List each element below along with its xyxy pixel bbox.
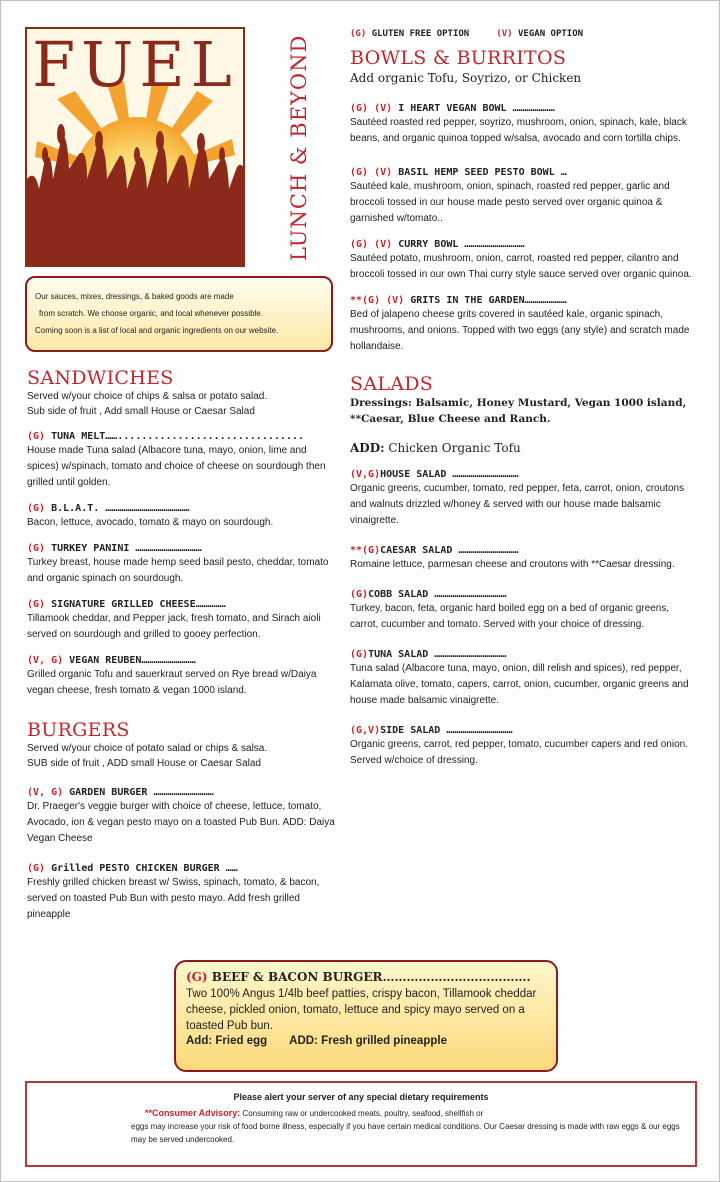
feature-add: ADD: Fresh grilled pineapple [289, 1035, 447, 1047]
diet-tag: (G) [350, 589, 369, 600]
menu-item [27, 503, 337, 531]
item-title: GARDEN BURGER ………………………… [69, 787, 214, 798]
diet-tag: (G) [27, 503, 46, 514]
advisory-label: **Consumer Advisory: [145, 1108, 241, 1118]
dressings-line: **Caesar, Blue Cheese and Ranch. [350, 413, 551, 425]
item-desc: Turkey, bacon, feta, organic hard boiled egg on a bed of organic greens, carrot, cucumber and tomato. Served with your choice of dressing. [350, 603, 670, 630]
section-sub: SUB side of fruit , ADD small House or Caesar Salad [27, 758, 261, 769]
gluten-free-label: GLUTEN FREE OPTION [371, 29, 470, 39]
item-desc: Romaine lettuce, parmesan cheese and croutons with **Caesar dressing. [350, 559, 675, 570]
advisory-line [35, 1107, 687, 1120]
item-title: Grilled PESTO CHICKEN BURGER …… [51, 863, 238, 874]
item-name [350, 649, 700, 660]
diet-tag: (V,G) [350, 469, 381, 480]
item-name [27, 655, 337, 666]
vegan-label: VEGAN OPTION [518, 29, 584, 39]
feature-title: BEEF & BACON BURGER………………………………. [211, 970, 531, 984]
left-column [27, 367, 337, 923]
menu-item [350, 545, 700, 573]
section-sub: Add organic Tofu, Soyrizo, or Chicken [350, 71, 582, 85]
advisory-title: Please alert your server of any special dietary requirements [233, 1092, 489, 1102]
advisory-text: eggs may increase your risk of food borne illness, especially if you have certain medical conditions. Our Caesar dressing is made with raw eggs & our eggs may be served undercooked. [131, 1122, 680, 1144]
section-sub: Sub side of fruit , Add small House or Caesar Salad [27, 406, 255, 417]
section-title-burgers: BURGERS [27, 719, 130, 741]
right-column [350, 29, 700, 769]
vertical-title: LUNCH & BEYOND [287, 34, 311, 261]
diet-tag: **(G) (V) [350, 295, 405, 306]
advisory-text: Consuming raw or undercooked meats, poultry, seafood, shellfish or [240, 1109, 484, 1118]
item-name [27, 543, 337, 554]
gluten-free-tag: (G) [350, 29, 367, 39]
item-desc: Bed of jalapeno cheese grits covered in sautéed kale, organic spinach, mushrooms, and onions. Topped with two eggs (any style) and scratch made hollandaise. [350, 309, 690, 352]
item-title: I HEART VEGAN BOWL ………………… [398, 103, 555, 114]
menu-item [27, 655, 337, 699]
item-name [27, 863, 337, 874]
section-sub: Served w/your choice of potato salad or chips & salsa. [27, 743, 268, 754]
item-name [27, 599, 337, 610]
item-name [350, 545, 700, 556]
intro-line: Our sauces, mixes, dressings, & baked goods are made [35, 292, 234, 301]
item-title: CAESAR SALAD ………………………… [380, 545, 519, 556]
menu-item [27, 543, 337, 587]
diet-tag: (G) [186, 970, 208, 984]
diet-tag: (G,V) [350, 725, 381, 736]
item-name [350, 725, 700, 736]
item-desc: Sautéed potato, mushroom, onion, carrot, roasted red pepper, cilantro and broccoli tossed in our own Thai curry style sauce served over organic quinoa. [350, 253, 692, 280]
item-name [350, 167, 700, 178]
intro-line: Coming soon is a list of local and organic ingredients on our website. [35, 326, 279, 335]
diet-tag: (G) (V) [350, 239, 393, 250]
menu-item [27, 431, 337, 491]
item-title: TUNA SALAD ……………………………… [368, 649, 507, 660]
item-name [350, 469, 700, 480]
item-name [350, 589, 700, 600]
diet-tag: (G) (V) [350, 167, 393, 178]
feature-name [186, 970, 546, 984]
item-desc: Grilled organic Tofu and sauerkraut served on Rye bread w/Daiya vegan cheese, fresh tomato & vegan 1000 island. [27, 669, 317, 696]
item-title: TUNA MELT……............................... [51, 431, 304, 442]
menu-item [350, 649, 700, 709]
add-label: ADD: [350, 441, 385, 455]
item-desc: Dr. Praeger's veggie burger with choice of cheese, lettuce, tomato, Avocado, ion & vegan pesto mayo on a toasted Pub Bun. ADD: Daiya Vegan Cheese [27, 801, 335, 844]
menu-item [350, 103, 700, 147]
item-title: HOUSE SALAD …………………………… [380, 469, 519, 480]
menu-item [350, 589, 700, 633]
item-title: SIGNATURE GRILLED CHEESE…………… [51, 599, 226, 610]
intro-box [25, 276, 333, 352]
item-name [27, 431, 337, 442]
item-title: CURRY BOWL ………………………… [398, 239, 525, 250]
diet-tag: (G) [350, 649, 369, 660]
item-name [27, 503, 337, 514]
section-sub: Served w/your choice of chips & salsa or potato salad. [27, 391, 268, 402]
item-desc: Sautéed roasted red pepper, soyrizo, mushroom, onion, spinach, kale, black beans, and organic quinoa topped w/salsa, avocado and corn tortilla chips. [350, 117, 687, 144]
menu-item [27, 787, 337, 847]
diet-tag: (G) (V) [350, 103, 393, 114]
fuel-logo [25, 27, 245, 267]
item-title: B.L.A.T. …………………………………… [51, 503, 190, 514]
item-desc: Organic greens, cucumber, tomato, red pepper, feta, carrot, onion, croutons and walnuts drizzled w/honey & served with our house made balsamic vinaigrette. [350, 483, 685, 526]
menu-item [27, 863, 337, 923]
diet-tag: (G) [27, 863, 46, 874]
section-title-salads: SALADS [350, 373, 434, 395]
menu-item [27, 599, 337, 643]
feature-adds [186, 1035, 546, 1047]
diet-tag: **(G) [350, 545, 381, 556]
menu-item [350, 167, 700, 227]
dressings-line: Dressings: Balsamic, Honey Mustard, Vegan 1000 island, [350, 397, 687, 409]
diet-tag: (G) [27, 599, 46, 610]
diet-tag: (V, G) [27, 655, 64, 666]
section-title-bowls: BOWLS & BURRITOS [350, 47, 567, 69]
item-name [350, 239, 700, 250]
diet-legend [350, 29, 700, 39]
salad-add-line [350, 441, 700, 455]
item-name [27, 787, 337, 798]
item-desc: Organic greens, carrot, red pepper, tomato, cucumber capers and red onion. Served w/choice of dressing. [350, 739, 688, 766]
item-name [350, 103, 700, 114]
item-title: TURKEY PANINI …………………………… [51, 543, 202, 554]
featured-burger-box [174, 960, 558, 1072]
item-desc: Tillamook cheddar, and Pepper jack, fresh tomato, and Sirach aioli served on sourdough and grilled to gooey perfection. [27, 613, 321, 640]
menu-item [350, 295, 700, 355]
diet-tag: (V, G) [27, 787, 64, 798]
menu-item [350, 469, 700, 529]
item-title: SIDE SALAD …………………………… [380, 725, 513, 736]
item-desc: House made Tuna salad (Albacore tuna, mayo, onion, lime and spices) w/spinach, tomato and choice of cheese on sourdough then grilled until golden. [27, 445, 326, 488]
item-desc: Bacon, lettuce, avocado, tomato & mayo on sourdough. [27, 517, 274, 528]
feature-add: Add: Fried egg [186, 1035, 268, 1047]
menu-item [350, 725, 700, 769]
intro-line: from scratch. We choose organic, and local whenever possible. [39, 309, 263, 318]
item-desc: Sautéed kale, mushroom, onion, spinach, roasted red pepper, garlic and broccoli tossed in our house made pesto served over organic quinoa & garnished w/tomato.. [350, 181, 670, 224]
vegan-tag: (V) [496, 29, 513, 39]
item-name [350, 295, 700, 306]
menu-item [350, 239, 700, 283]
section-title-sandwiches: SANDWICHES [27, 367, 174, 389]
item-title: BASIL HEMP SEED PESTO BOWL … [398, 167, 567, 178]
item-desc: Tuna salad (Albacore tuna, mayo, onion, dill relish and spices), red pepper, Kalamata olive, tomato, capers, carrot, onion, cucumber, organic greens and house made balsamic vinaigrette. [350, 663, 689, 706]
item-desc: Freshly grilled chicken breast w/ Swiss, spinach, tomato, & bacon, served on toasted Pub Bun with pesto mayo. Add fresh grilled pineapple [27, 877, 320, 920]
diet-tag: (G) [27, 431, 46, 442]
logo-title: FUEL [32, 28, 238, 101]
feature-desc: Two 100% Angus 1/4lb beef patties, crispy bacon, Tillamook cheddar cheese, pickled onion, tomato, lettuce and spicy mayo served on a toasted Pub bun. [186, 988, 537, 1032]
add-text: Chicken Organic Tofu [384, 441, 521, 455]
item-desc: Turkey breast, house made hemp seed basil pesto, cheddar, tomato and organic spinach on sourdough. [27, 557, 329, 584]
consumer-advisory-box [25, 1081, 697, 1167]
diet-tag: (G) [27, 543, 46, 554]
item-title: VEGAN REUBEN……………………… [69, 655, 196, 666]
item-title: COBB SALAD ……………………………… [368, 589, 507, 600]
item-title: GRITS IN THE GARDEN………………… [410, 295, 567, 306]
